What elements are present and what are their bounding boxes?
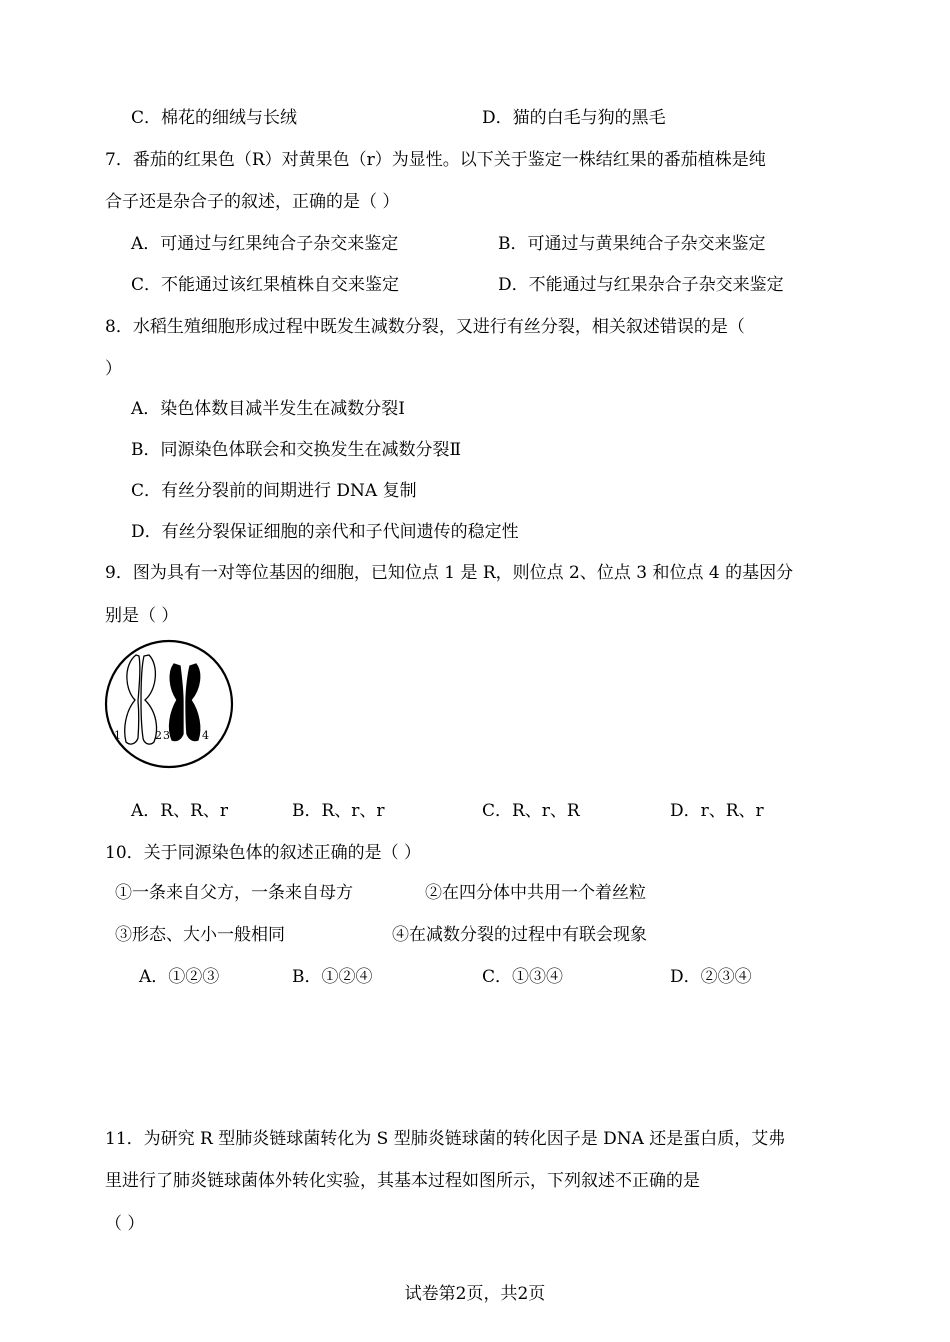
q11-stem-line3: （ ）	[105, 1214, 145, 1234]
q9-stem-line1: 9．图为具有一对等位基因的细胞，已知位点 1 是 R，则位点 2、位点 3 和位点 4 的基因分	[105, 563, 794, 583]
white-chromosome	[125, 655, 157, 744]
q10-option-a: A．①②③	[139, 967, 220, 987]
q9-option-c: C．R、r、R	[482, 801, 580, 821]
black-chromosome	[170, 664, 200, 741]
cell-chromosome-figure	[103, 638, 235, 770]
locus-label-2: 2	[155, 729, 162, 742]
q10-option-b: B．①②④	[292, 967, 373, 987]
q7-stem-line1: 7．番茄的红果色（R）对黄果色（r）为显性。以下关于鉴定一株结红果的番茄植株是纯	[105, 150, 766, 170]
locus-label-4: 4	[202, 729, 209, 742]
q7-option-d: D．不能通过与红果杂合子杂交来鉴定	[498, 275, 784, 295]
q11-stem-line1: 11．为研究 R 型肺炎链球菌转化为 S 型肺炎链球菌的转化因子是 DNA 还是蛋白质，艾弗	[105, 1129, 786, 1149]
q10-statement-1: ①一条来自父方，一条来自母方	[115, 883, 353, 903]
q11-stem-line2: 里进行了肺炎链球菌体外转化实验，其基本过程如图所示，下列叙述不正确的是	[105, 1171, 700, 1191]
q7-stem-line2: 合子还是杂合子的叙述，正确的是（ ）	[105, 192, 400, 212]
locus-label-3: 3	[163, 729, 170, 742]
q10-statement-4: ④在减数分裂的过程中有联会现象	[392, 925, 647, 945]
q9-stem-line2: 别是（ ）	[105, 606, 179, 626]
q6-option-c: C．棉花的细绒与长绒	[131, 108, 298, 128]
q8-option-c: C．有丝分裂前的间期进行 DNA 复制	[131, 481, 417, 501]
q7-option-c: C．不能通过该红果植株自交来鉴定	[131, 275, 400, 295]
q9-option-b: B．R、r、r	[292, 801, 385, 821]
q10-option-c: C．①③④	[482, 967, 564, 987]
q6-option-d: D．猫的白毛与狗的黑毛	[482, 108, 666, 128]
q10-statement-2: ②在四分体中共用一个着丝粒	[425, 883, 646, 903]
locus-label-1: 1	[114, 729, 121, 742]
q8-stem-line1: 8．水稻生殖细胞形成过程中既发生减数分裂，又进行有丝分裂，相关叙述错误的是（	[105, 317, 745, 337]
q9-option-a: A．R、R、r	[131, 801, 229, 821]
cell-membrane	[106, 641, 232, 767]
q8-option-a: A．染色体数目减半发生在减数分裂Ⅰ	[131, 399, 405, 419]
page-footer: 试卷第2页，共2页	[404, 1284, 546, 1304]
q8-option-b: B．同源染色体联会和交换发生在减数分裂Ⅱ	[131, 440, 462, 460]
q8-option-d: D．有丝分裂保证细胞的亲代和子代间遗传的稳定性	[131, 522, 519, 542]
q10-stem: 10．关于同源染色体的叙述正确的是（ ）	[105, 843, 422, 863]
q9-option-d: D．r、R、r	[670, 801, 764, 821]
q10-statement-3: ③形态、大小一般相同	[115, 925, 285, 945]
q8-stem-line2: ）	[105, 359, 122, 379]
q10-option-d: D．②③④	[670, 967, 752, 987]
q7-option-a: A．可通过与红果纯合子杂交来鉴定	[131, 234, 399, 254]
q7-option-b: B．可通过与黄果纯合子杂交来鉴定	[498, 234, 766, 254]
